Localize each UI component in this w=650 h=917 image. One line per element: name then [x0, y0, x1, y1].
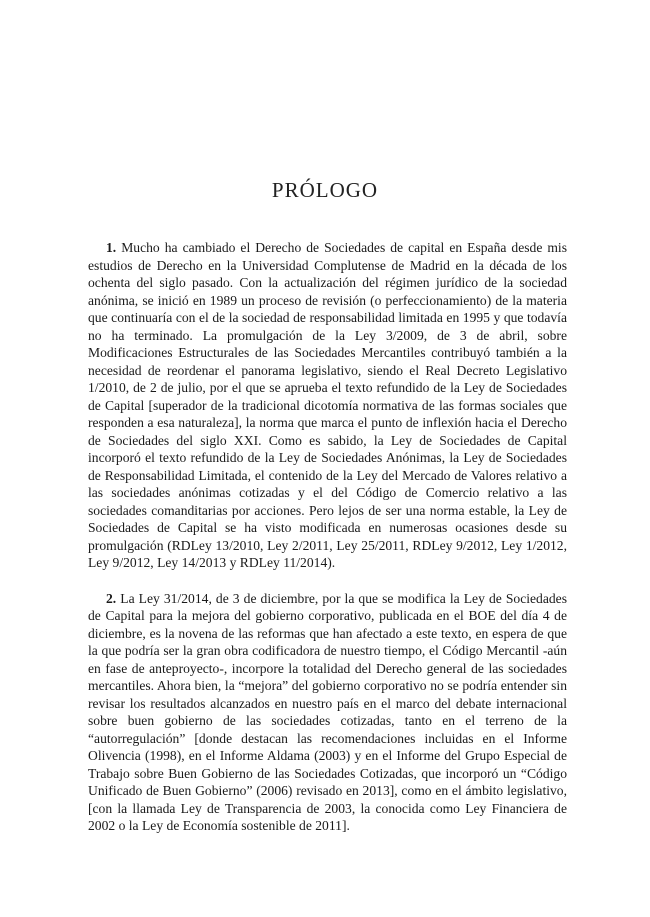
body-text: [88, 239, 567, 853]
paragraph-text: La Ley 31/2014, de 3 de diciembre, por la que se modifica la Ley de Sociedades de Capital para la mejora del gobierno corporativo, publicada en el BOE del día 4 de diciembre, es la novena de las reformas que han afectado a este texto, en espera de que la que podría ser la gran obra codificadora de nuestro tiempo, el Código Mercantil -aún en fase de anteproyecto-, incorpore la totalidad del Derecho general de las sociedades mercantiles. Ahora bien, la “mejora” del gobierno corporativo no se podría entender sin revisar los resultados alcanzados en nuestro país en el marco del debate internacional sobre buen gobierno de las sociedades cotizadas, tanto en el terreno de la “autorregulación” [donde destacan las recomendaciones incluidas en el Informe Olivencia (1998), en el Informe Aldama (2003) y en el Informe del Grupo Especial de Trabajo sobre Buen Gobierno de las Sociedades Cotizadas, que incorporó un “Código Unificado de Buen Gobierno” (2006) revisado en 2013], como en el ámbito legislativo, [con la llamada Ley de Transparencia de 2003, la conocida como Ley Financiera de 2002 o la Ley de Economía sostenible de 2011].: [88, 590, 568, 833]
paragraph-2: [88, 590, 567, 835]
paragraph-number: 2.: [106, 590, 117, 606]
paragraph-number: 1.: [106, 240, 117, 255]
page-title: PRÓLOGO: [271, 178, 379, 202]
paragraph-1: [88, 239, 567, 572]
paragraph-text: Mucho ha cambiado el Derecho de Sociedades de capital en España desde mis estudios de Derecho en la Universidad Complutense de Madrid en la década de los ochenta del siglo pasado. Con la actualización del régimen jurídico de la sociedad anónima, se inició en 1989 un proceso de revisión (o perfeccionamiento) de la materia que continuaría con el de la sociedad de responsabilidad limitada en 1995 y que todavía no ha terminado. La promulgación de la Ley 3/2009, de 3 de abril, sobre Modificaciones Estructurales de las Sociedades Mercantiles contribuyó también a la necesidad de reordenar el panorama legislativo, siendo el Real Decreto Legislativo 1/2010, de 2 de julio, por el que se aprueba el texto refundido de la Ley de Sociedades de Capital [superador de la tradicional dicotomía normativa de las formas sociales que responden a esa naturaleza], la norma que marca el punto de inflexión hacia el Derecho de Sociedades del siglo XXI. Como es sabido, la Ley de Sociedades de Capital incorporó el texto refundido de la Ley de Sociedades Anónimas, la Ley de Sociedades de Responsabilidad Limitada, el contenido de la Ley del Mercado de Valores relativo a las sociedades anónimas cotizadas y el del Código de Comercio relativo a las sociedades comanditarias por acciones. Pero lejos de ser una norma estable, la Ley de Sociedades de Capital se ha visto modificada en numerosas ocasiones desde su promulgación (RDLey 13/2010, Ley 2/2011, Ley 25/2011, RDLey 9/2012, Ley 1/2012, Ley 9/2012, Ley 14/2013 y RDLey 11/2014).: [88, 240, 568, 570]
